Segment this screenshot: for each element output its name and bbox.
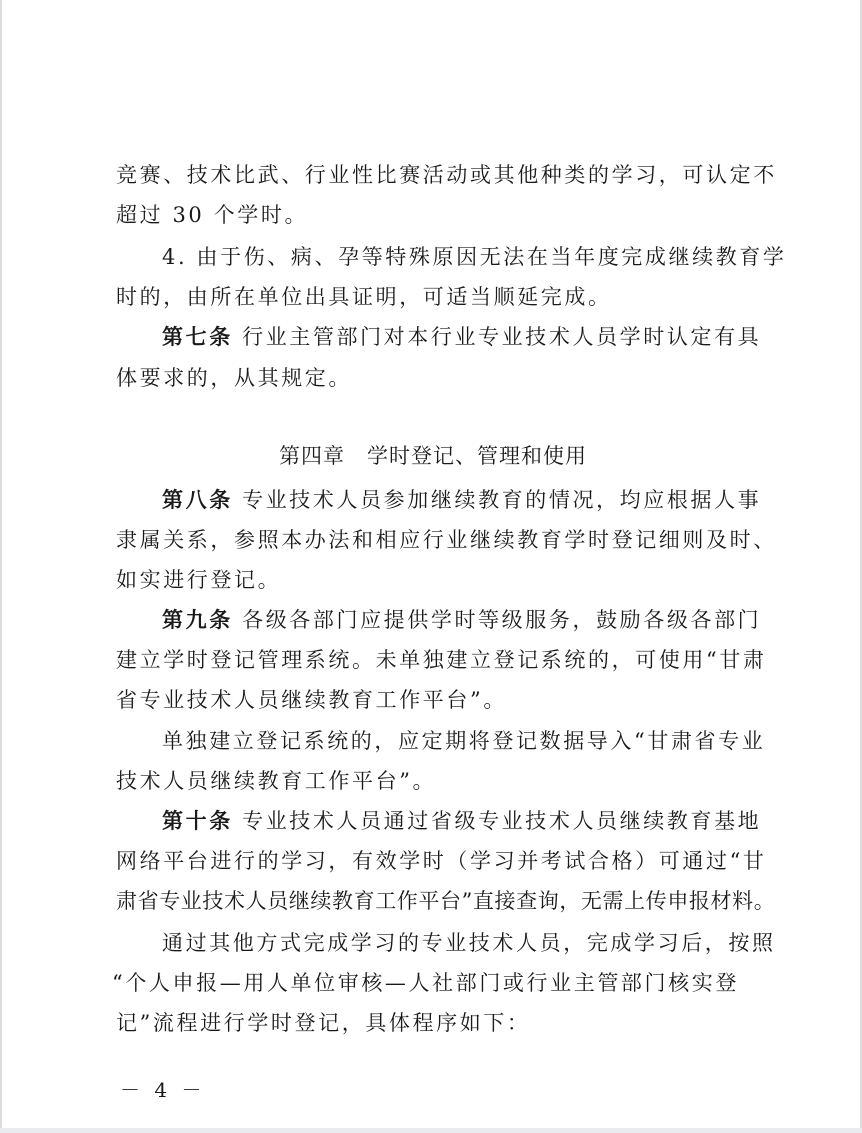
article-9 [162, 606, 802, 634]
article-label: 第十条 [162, 809, 233, 833]
paragraph-line: 肃省专业技术人员继续教育工作平台”直接查询，无需上传申报材料。 [116, 889, 776, 913]
paragraph-line: 隶属关系，参照本办法和相应行业继续教育学时登记细则及时、 [116, 528, 777, 552]
paragraph-line: 省专业技术人员继续教育工作平台”。 [116, 688, 507, 712]
chapter-heading: 第四章 学时登记、管理和使用 [279, 444, 587, 468]
paragraph-line: 建立学时登记管理系统。未单独建立登记系统的，可使用“甘肃 [116, 648, 767, 672]
article-label: 第九条 [162, 608, 233, 632]
paragraph-line: 体要求的，从其规定。 [116, 366, 352, 390]
article-10 [162, 807, 802, 835]
article-7 [162, 323, 802, 351]
article-label: 第七条 [162, 325, 233, 349]
paragraph-line: 单独建立登记系统的，应定期将登记数据导入“甘肃省专业 [162, 729, 766, 753]
article-text: 专业技术人员参加继续教育的情况，均应根据人事 [232, 488, 762, 512]
article-text: 行业主管部门对本行业专业技术人员学时认定有具 [232, 325, 762, 349]
paragraph-line: 4. 由于伤、病、孕等特殊原因无法在当年度完成继续教育学 [162, 245, 787, 269]
viewer-bottom-edge [0, 1128, 862, 1133]
paragraph-line: 记”流程进行学时登记，具体程序如下： [116, 1011, 531, 1035]
paragraph-line: 时的，由所在单位出具证明，可适当顺延完成。 [116, 285, 612, 309]
paragraph-line: 技术人员继续教育工作平台”。 [116, 769, 437, 793]
article-text: 各级各部门应提供学时等级服务，鼓励各级各部门 [232, 608, 762, 632]
article-label: 第八条 [162, 488, 233, 512]
paragraph-line: 网络平台进行的学习，有效学时（学习并考试合格）可通过“甘 [116, 849, 767, 873]
paragraph-line: 如实进行登记。 [116, 568, 282, 592]
paragraph-line: “个人申报—用人单位审核—人社部门或行业主管部门核实登 [112, 971, 739, 995]
paragraph-line: 通过其他方式完成学习的专业技术人员，完成学习后，按照 [162, 931, 776, 955]
article-8 [162, 486, 802, 514]
page-number: － 4 － [120, 1078, 206, 1102]
paragraph-line: 超过 30 个学时。 [116, 203, 309, 227]
paragraph-line: 竞赛、技术比武、行业性比赛活动或其他种类的学习，可认定不 [116, 163, 777, 187]
article-text: 专业技术人员通过省级专业技术人员继续教育基地 [232, 809, 762, 833]
